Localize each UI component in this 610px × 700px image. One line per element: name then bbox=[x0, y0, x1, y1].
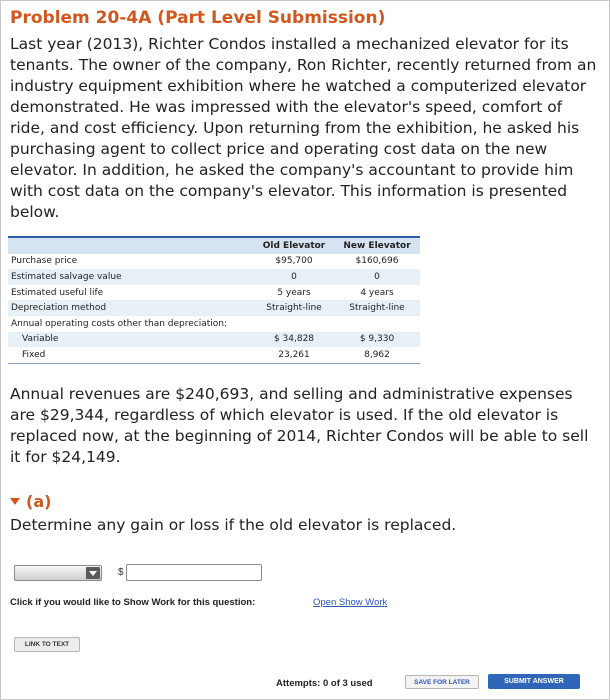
row-label: Fixed bbox=[8, 347, 254, 363]
amount-input[interactable] bbox=[126, 564, 262, 581]
row-label: Estimated salvage value bbox=[11, 271, 122, 282]
submit-answer-button[interactable]: SUBMIT ANSWER bbox=[488, 674, 580, 689]
part-a-question: Determine any gain or loss if the old elevator is replaced. bbox=[10, 516, 457, 534]
dropdown-arrow-icon bbox=[86, 567, 100, 579]
table-row bbox=[8, 269, 420, 285]
problem-followup: Annual revenues are $240,693, and selling and administrative expenses are $29,344, regardless of which elevator is used. If the old elevator is replaced now, at the beginning of 2014, Richter Condos will be able to sell it for $24,149. bbox=[10, 385, 589, 466]
old-value: 23,261 bbox=[254, 347, 334, 363]
table-row bbox=[8, 285, 420, 301]
row-label: Depreciation method bbox=[11, 303, 107, 314]
table-row bbox=[8, 254, 420, 270]
old-value: 0 bbox=[291, 271, 297, 282]
currency-symbol: $ bbox=[118, 567, 124, 578]
new-value: $ 9,330 bbox=[359, 334, 395, 345]
old-value: $95,700 bbox=[275, 256, 313, 267]
table-header-row bbox=[8, 237, 420, 254]
show-work-prompt: Click if you would like to Show Work for this question: bbox=[10, 597, 256, 608]
part-a-label: (a) bbox=[26, 492, 52, 511]
row-label: Variable bbox=[22, 334, 59, 345]
new-value: 0 bbox=[374, 271, 380, 282]
problem-title: Problem 20-4A (Part Level Submission) bbox=[10, 8, 386, 28]
new-value: 4 years bbox=[360, 287, 394, 298]
table-row bbox=[8, 347, 420, 363]
part-a-toggle[interactable] bbox=[10, 492, 51, 511]
problem-intro: Last year (2013), Richter Condos installed a mechanized elevator for its tenants. The owner of the company, Ron Richter, recently returned from an industry equipment exhibition where he watched a computerized elevator demonstrated. He was impressed with the elevator's speed, comfort of ride, and cost efficiency. Upon returning from the exhibition, he asked his purchasing agent to collect price and operating cost data on the new elevator. In addition, he asked the company's accountant to provide him with cost data on the company's elevator. This information is presented below. bbox=[10, 35, 597, 221]
header-old-elevator: Old Elevator bbox=[262, 240, 326, 251]
save-for-later-button[interactable]: SAVE FOR LATER bbox=[405, 675, 479, 689]
collapse-triangle-icon bbox=[10, 498, 20, 505]
table-row bbox=[8, 300, 420, 316]
table-header-blank bbox=[8, 237, 254, 254]
cost-data-table bbox=[8, 236, 420, 364]
link-to-text-button[interactable]: LINK TO TEXT bbox=[14, 637, 80, 652]
attempts-counter: Attempts: 0 of 3 used bbox=[276, 678, 373, 689]
new-value: Straight-line bbox=[349, 303, 405, 314]
header-new-elevator: New Elevator bbox=[343, 240, 411, 251]
open-show-work-link[interactable]: Open Show Work bbox=[313, 597, 388, 608]
new-value: $160,696 bbox=[355, 256, 399, 267]
row-label: Purchase price bbox=[11, 256, 78, 267]
old-value: $ 34,828 bbox=[273, 334, 315, 345]
row-label: Annual operating costs other than depreciation: bbox=[11, 318, 228, 329]
new-value: 8,962 bbox=[334, 347, 420, 363]
row-label: Estimated useful life bbox=[11, 287, 104, 298]
old-value: 5 years bbox=[277, 287, 311, 298]
table-row bbox=[8, 316, 420, 332]
table-row bbox=[8, 332, 420, 348]
gain-loss-select[interactable] bbox=[14, 565, 102, 581]
old-value: Straight-line bbox=[266, 303, 322, 314]
